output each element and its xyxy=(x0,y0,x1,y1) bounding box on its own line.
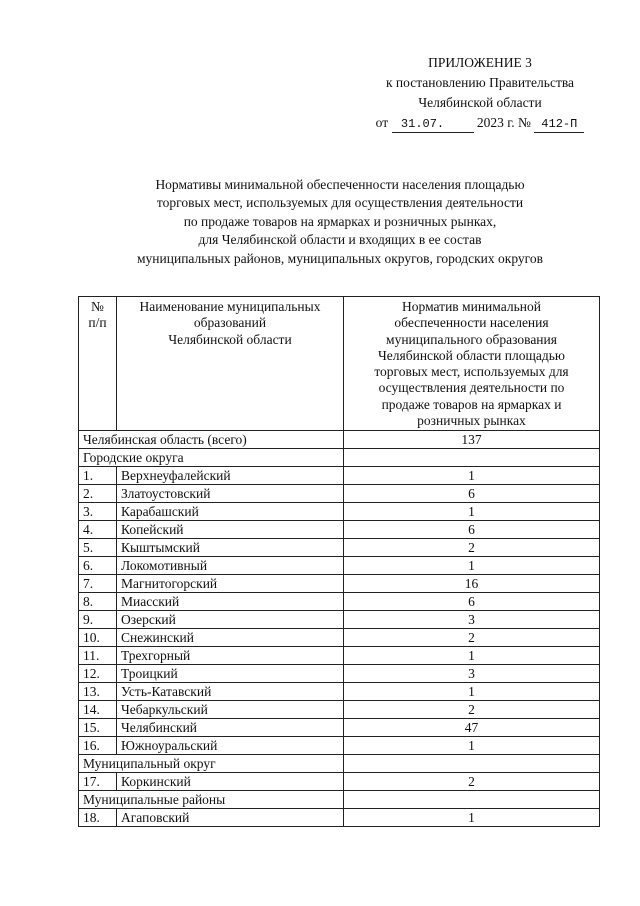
table-row xyxy=(79,809,600,827)
table-row xyxy=(79,593,600,611)
row-value: 1 xyxy=(344,647,600,665)
resolution-line: к постановлению Правительства xyxy=(385,75,575,90)
header-norm-line: Челябинской области площадью xyxy=(378,347,565,363)
row-number: 14. xyxy=(79,701,117,719)
resolution-reference xyxy=(330,113,630,133)
row-name: Снежинский xyxy=(117,629,344,647)
row-name: Миасский xyxy=(117,593,344,611)
row-number: 12. xyxy=(79,665,117,683)
row-number: 9. xyxy=(79,611,117,629)
row-name: Трехгорный xyxy=(117,647,344,665)
group-row xyxy=(79,449,600,467)
title-line: торговых мест, используемых для осуществления деятельности xyxy=(156,195,524,211)
table-body xyxy=(79,431,600,827)
header-name-line: Челябинской области xyxy=(168,331,292,347)
row-number: 7. xyxy=(79,575,117,593)
header-norm-line: Норматив минимальной xyxy=(402,299,541,314)
group-value-empty xyxy=(344,755,600,773)
row-number: 17. xyxy=(79,773,117,791)
row-value: 6 xyxy=(344,521,600,539)
row-name: Коркинский xyxy=(117,773,344,791)
title-line: для Челябинской области и входящих в ее состав xyxy=(198,232,482,248)
row-number: 6. xyxy=(79,557,117,575)
table-row xyxy=(79,503,600,521)
row-name: Карабашский xyxy=(117,503,344,521)
row-number: 5. xyxy=(79,539,117,557)
from-label: от xyxy=(375,115,389,130)
resolution-date: 31.07. xyxy=(392,116,454,133)
title-line: Нормативы минимальной обеспеченности населения площадью xyxy=(155,177,525,192)
table-row xyxy=(79,719,600,737)
row-number: 13. xyxy=(79,683,117,701)
header-norm-line: торговых мест, используемых для xyxy=(374,364,569,380)
row-value: 2 xyxy=(344,629,600,647)
table-row xyxy=(79,539,600,557)
header-norm-line: обеспеченности населения xyxy=(394,315,549,331)
table-row xyxy=(79,773,600,791)
total-label: Челябинская область (всего) xyxy=(79,431,344,449)
row-number: 16. xyxy=(79,737,117,755)
row-name: Челябинский xyxy=(117,719,344,737)
row-value: 6 xyxy=(344,593,600,611)
norms-table xyxy=(78,296,600,827)
title-line: по продаже товаров на ярмарках и розничных рынках, xyxy=(183,213,497,229)
row-value: 1 xyxy=(344,467,600,485)
table-row xyxy=(79,611,600,629)
row-name: Троицкий xyxy=(117,665,344,683)
header-num xyxy=(79,297,117,431)
row-number: 2. xyxy=(79,485,117,503)
year-label: 2023 г. № xyxy=(476,115,531,130)
row-value: 47 xyxy=(344,719,600,737)
row-name: Верхнеуфалейский xyxy=(117,467,344,485)
row-name: Чебаркульский xyxy=(117,701,344,719)
row-value: 1 xyxy=(344,557,600,575)
row-number: 10. xyxy=(79,629,117,647)
header-norm-line: осуществления деятельности по xyxy=(378,380,565,396)
row-name: Магнитогорский xyxy=(117,575,344,593)
table-row xyxy=(79,521,600,539)
header-name xyxy=(117,297,344,431)
total-row xyxy=(79,431,600,449)
group-row xyxy=(79,791,600,809)
table-row xyxy=(79,683,600,701)
group-row xyxy=(79,755,600,773)
group-value-empty xyxy=(344,449,600,467)
table-row xyxy=(79,647,600,665)
table-header-row xyxy=(79,297,600,431)
row-value: 1 xyxy=(344,683,600,701)
row-value: 3 xyxy=(344,611,600,629)
row-value: 3 xyxy=(344,665,600,683)
row-value: 2 xyxy=(344,701,600,719)
row-value: 1 xyxy=(344,809,600,827)
header-name-line: образований xyxy=(193,315,267,331)
row-value: 2 xyxy=(344,773,600,791)
header-norm-line: продаже товаров на ярмарках и xyxy=(381,396,562,412)
date-blank xyxy=(454,116,474,133)
row-name: Кыштымский xyxy=(117,539,344,557)
region-line: Челябинской области xyxy=(418,95,542,110)
row-name: Южноуральский xyxy=(117,737,344,755)
row-name: Златоустовский xyxy=(117,485,344,503)
appendix-label: ПРИЛОЖЕНИЕ 3 xyxy=(428,55,532,70)
table-row xyxy=(79,665,600,683)
appendix-header xyxy=(330,53,630,133)
table-row xyxy=(79,557,600,575)
table-row xyxy=(79,737,600,755)
row-value: 2 xyxy=(344,539,600,557)
row-name: Озерский xyxy=(117,611,344,629)
row-value: 6 xyxy=(344,485,600,503)
row-number: 4. xyxy=(79,521,117,539)
header-norm-line: муниципального образования xyxy=(386,331,557,347)
row-name: Копейский xyxy=(117,521,344,539)
header-num-line: № xyxy=(91,299,104,314)
header-name-line: Наименование муниципальных xyxy=(139,299,321,314)
row-value: 1 xyxy=(344,737,600,755)
title-line: муниципальных районов, муниципальных округов, городских округов xyxy=(137,250,543,266)
row-name: Усть-Катавский xyxy=(117,683,344,701)
table-row xyxy=(79,629,600,647)
row-name: Локомотивный xyxy=(117,557,344,575)
header-num-line: п/п xyxy=(88,315,107,331)
table-row xyxy=(79,485,600,503)
row-number: 8. xyxy=(79,593,117,611)
document-title xyxy=(70,176,610,268)
group-label: Муниципальные районы xyxy=(79,791,344,809)
group-label: Муниципальный округ xyxy=(79,755,344,773)
row-number: 3. xyxy=(79,503,117,521)
total-value: 137 xyxy=(344,431,600,449)
header-norm xyxy=(344,297,600,431)
table-row xyxy=(79,701,600,719)
row-value: 1 xyxy=(344,503,600,521)
row-number: 18. xyxy=(79,809,117,827)
group-label: Городские округа xyxy=(79,449,344,467)
row-number: 15. xyxy=(79,719,117,737)
row-name: Агаповский xyxy=(117,809,344,827)
table-row xyxy=(79,467,600,485)
group-value-empty xyxy=(344,791,600,809)
row-number: 11. xyxy=(79,647,117,665)
row-number: 1. xyxy=(79,467,117,485)
header-norm-line: розничных рынках xyxy=(417,413,526,429)
resolution-number: 412-П xyxy=(534,116,584,133)
row-value: 16 xyxy=(344,575,600,593)
table-row xyxy=(79,575,600,593)
